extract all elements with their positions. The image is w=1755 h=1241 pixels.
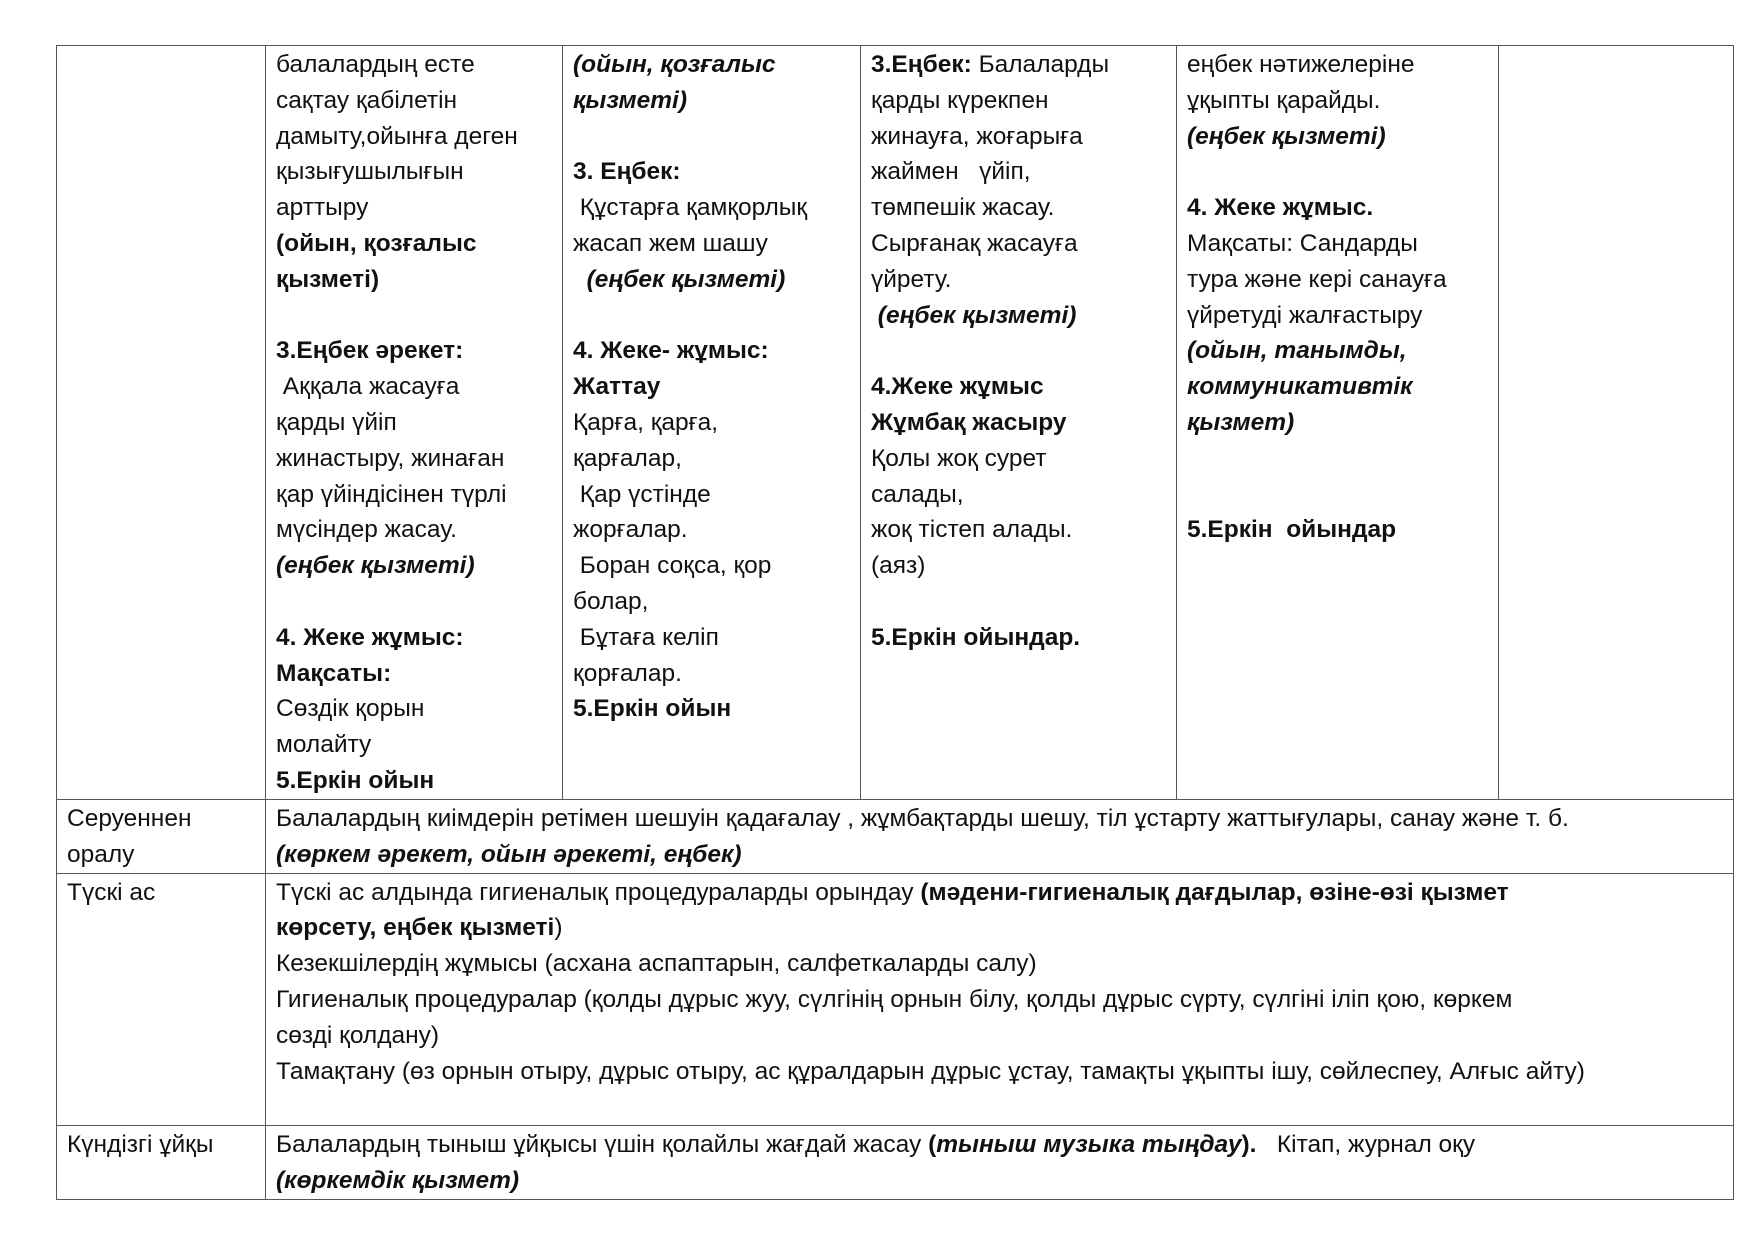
text-segment: жинастыру, жинаған xyxy=(276,444,505,472)
text-segment: сақтау қабілетін xyxy=(276,86,458,114)
text-line xyxy=(1187,119,1488,155)
text-segment: коммуникативтік xyxy=(1187,373,1413,401)
row-label-lunch xyxy=(57,873,266,1126)
text-segment: 3.Еңбек: xyxy=(871,51,979,78)
text-segment: (еңбек қызметі) xyxy=(573,265,786,293)
text-segment: жорғалар. xyxy=(573,516,688,544)
text-line xyxy=(276,982,1723,1018)
text-line xyxy=(871,83,1166,119)
text-segment: Кезекшілердің жұмысы (асхана аспаптарын, салфеткаларды салу) xyxy=(276,950,1037,978)
text-segment: Құстарға қамқорлық xyxy=(573,194,808,222)
row-label-line: Күндізгі ұйқы xyxy=(67,1131,214,1159)
text-line xyxy=(871,405,1166,441)
text-segment: ұқыпты қарайды. xyxy=(1187,86,1381,114)
blank-line xyxy=(276,584,552,620)
text-line xyxy=(871,154,1166,190)
text-segment: қызығушылығын xyxy=(276,158,464,186)
text-segment: болар, xyxy=(573,587,649,615)
text-segment: қорғалар. xyxy=(573,659,682,687)
blank-line xyxy=(1187,154,1488,190)
text-line xyxy=(573,405,850,441)
text-line xyxy=(573,190,850,226)
text-segment: қызметі) xyxy=(276,265,380,293)
text-line xyxy=(276,512,552,548)
text-line xyxy=(573,154,850,190)
text-segment: Мақсаты: xyxy=(276,659,392,687)
text-segment: (ойын, танымды, xyxy=(1187,337,1407,365)
text-line xyxy=(871,47,1166,83)
text-line xyxy=(276,727,552,763)
text-segment: (еңбек қызметі) xyxy=(871,301,1077,329)
text-segment: 3. Еңбек: xyxy=(573,158,681,186)
text-line xyxy=(871,620,1166,656)
blank-line xyxy=(871,333,1166,369)
text-segment: 4. Жеке- жұмыс: xyxy=(573,337,769,365)
text-line xyxy=(276,154,552,190)
text-segment: 5.Еркін ойын xyxy=(573,695,732,723)
text-line xyxy=(1187,262,1488,298)
text-line xyxy=(276,477,552,513)
text-segment: салады, xyxy=(871,480,964,508)
text-segment: үйрету. xyxy=(871,265,952,293)
text-segment: төмпешік жасау. xyxy=(871,194,1055,222)
text-segment: қарды үйіп xyxy=(276,408,397,436)
text-segment: 4. Жеке жұмыс. xyxy=(1187,194,1374,222)
text-line xyxy=(276,1163,1723,1199)
text-segment: Боран соқса, қор xyxy=(573,552,772,580)
text-line xyxy=(276,83,552,119)
text-segment: Балалардың тыныш ұйқысы үшін қолайлы жағдай жасау xyxy=(276,1131,929,1159)
text-segment: (көркемдік қызмет) xyxy=(276,1166,520,1194)
text-line xyxy=(276,119,552,155)
text-line xyxy=(573,47,850,83)
outdoor-activities-row xyxy=(57,46,1734,800)
text-line xyxy=(573,262,850,298)
text-segment: қар үйіндісінен түрлі xyxy=(276,480,507,508)
text-segment: үйретуді жалғастыру xyxy=(1187,301,1423,329)
text-segment: Қар үстінде xyxy=(573,480,711,508)
text-segment: Сөздік қорын xyxy=(276,695,425,723)
return-from-walk-content xyxy=(266,800,1734,874)
text-line xyxy=(276,910,1723,946)
text-line xyxy=(871,226,1166,262)
text-line xyxy=(276,1127,1723,1163)
text-segment: Кітап, журнал оқу xyxy=(1256,1131,1476,1159)
text-line xyxy=(1187,83,1488,119)
text-line xyxy=(276,656,552,692)
blank-line xyxy=(573,119,850,155)
text-line xyxy=(871,477,1166,513)
text-line xyxy=(573,620,850,656)
text-line xyxy=(871,548,1166,584)
text-line xyxy=(1187,47,1488,83)
text-line xyxy=(276,801,1723,837)
row-label-return-from-walk xyxy=(57,800,266,874)
text-line xyxy=(276,946,1723,982)
text-line xyxy=(573,441,850,477)
day-nap-row xyxy=(57,1126,1734,1200)
text-line xyxy=(871,369,1166,405)
text-line xyxy=(276,333,552,369)
activity-cell-day-2 xyxy=(563,46,861,800)
text-segment: (ойын, қозғалыс xyxy=(573,51,776,78)
text-segment: 5.Еркін ойын xyxy=(276,766,435,794)
text-line xyxy=(276,763,552,799)
text-line xyxy=(871,441,1166,477)
text-segment: Аққала жасауға xyxy=(276,373,460,401)
lunch-row xyxy=(57,873,1734,1126)
text-segment: қарғалар, xyxy=(573,444,682,472)
text-segment: жаймен үйіп, xyxy=(871,158,1031,186)
text-segment: молайту xyxy=(276,731,372,759)
daily-plan-table xyxy=(56,45,1734,1200)
text-segment: 5.Еркін ойындар xyxy=(1187,516,1397,544)
row-label-line: оралу xyxy=(67,840,135,868)
text-segment: (ойын, қозғалыс xyxy=(276,229,477,257)
text-segment: қызмет) xyxy=(1187,408,1295,436)
text-segment: Жұмбақ жасыру xyxy=(871,408,1067,436)
text-segment: 5.Еркін ойындар. xyxy=(871,623,1081,651)
text-segment: (мәдени-гигиеналық дағдылар, өзіне-өзі қызмет xyxy=(920,878,1509,906)
activity-cell-day-3 xyxy=(861,46,1177,800)
text-line xyxy=(276,1054,1723,1090)
text-line xyxy=(871,190,1166,226)
text-segment: (еңбек қызметі) xyxy=(276,552,475,580)
return-from-walk-row xyxy=(57,800,1734,874)
text-segment: Бұтаға келіп xyxy=(573,623,719,651)
text-line xyxy=(573,333,850,369)
text-line xyxy=(276,691,552,727)
blank-line xyxy=(871,584,1166,620)
text-line xyxy=(573,656,850,692)
text-segment: қызметі) xyxy=(573,86,688,114)
row-label-day-nap xyxy=(57,1126,266,1200)
text-line xyxy=(276,226,552,262)
text-segment: 4. Жеке жұмыс: xyxy=(276,623,464,651)
text-segment: (көркем әрекет, ойын әрекеті, еңбек) xyxy=(276,840,742,868)
text-segment: Мақсаты: Сандарды xyxy=(1187,229,1418,257)
row-label-line: Түскі ас xyxy=(67,878,156,906)
text-line xyxy=(573,691,850,727)
row-label-line: Серуеннен xyxy=(67,805,192,832)
text-segment: 4.Жеке жұмыс xyxy=(871,373,1044,401)
lunch-content xyxy=(266,873,1734,1126)
text-segment: арттыру xyxy=(276,194,369,222)
row-label-cell xyxy=(57,46,266,800)
text-line xyxy=(1187,190,1488,226)
text-segment: Балаларды xyxy=(978,51,1110,78)
text-line xyxy=(871,119,1166,155)
text-segment: Тамақтану (өз орнын отыру, дұрыс отыру, ас құралдарын дұрыс ұстау, тамақты ұқыпты ішу, сөйлеспеу, Алғыс айту) xyxy=(276,1057,1585,1085)
text-segment: Жаттау xyxy=(573,373,661,401)
text-segment: сөзді қолдану) xyxy=(276,1021,440,1049)
text-segment: 3.Еңбек әрекет: xyxy=(276,337,464,365)
text-line xyxy=(573,226,850,262)
text-line xyxy=(573,83,850,119)
text-line xyxy=(276,47,552,83)
text-line xyxy=(573,477,850,513)
text-line xyxy=(276,548,552,584)
text-line xyxy=(276,190,552,226)
text-line xyxy=(1187,298,1488,334)
text-segment: Қолы жоқ сурет xyxy=(871,444,1047,472)
text-segment: Балалардың киімдерін ретімен шешуін қадағалау , жұмбақтарды шешу, тіл ұстарту жаттығулары, санау және т. б. xyxy=(276,805,1569,832)
text-line xyxy=(276,620,552,656)
blank-line xyxy=(276,298,552,334)
text-segment: жоқ тістеп алады. xyxy=(871,516,1073,544)
text-line xyxy=(276,405,552,441)
blank-line xyxy=(1187,441,1488,477)
text-line xyxy=(1187,405,1488,441)
day-nap-content xyxy=(266,1126,1734,1200)
text-line xyxy=(276,837,1723,873)
text-line xyxy=(573,584,850,620)
blank-line xyxy=(1187,477,1488,513)
text-segment: жинауға, жоғарыға xyxy=(871,122,1083,150)
text-line xyxy=(573,512,850,548)
text-segment: ( xyxy=(928,1131,937,1159)
text-segment: Гигиеналық процедуралар (қолды дұрыс жуу, сүлгінің орнын білу, қолды дұрыс сүрту, сүлгіні іліп қою, көркем xyxy=(276,985,1513,1013)
text-segment: көрсету, еңбек қызметі xyxy=(276,914,555,942)
text-line xyxy=(871,262,1166,298)
text-line xyxy=(1187,512,1488,548)
text-line xyxy=(871,298,1166,334)
text-segment: (аяз) xyxy=(871,552,926,580)
text-segment: жасап жем шашу xyxy=(573,229,768,257)
text-segment: мүсіндер жасау. xyxy=(276,516,457,544)
activity-cell-day-1 xyxy=(266,46,563,800)
text-line xyxy=(276,1018,1723,1054)
text-line xyxy=(573,548,850,584)
text-line xyxy=(1187,226,1488,262)
text-segment: тыныш музыка тыңдау xyxy=(936,1131,1242,1159)
text-segment: балалардың есте xyxy=(276,51,475,78)
text-line xyxy=(276,369,552,405)
text-segment: еңбек нәтижелеріне xyxy=(1187,51,1415,78)
text-segment: тура және кері санауға xyxy=(1187,265,1447,293)
text-line xyxy=(1187,369,1488,405)
text-segment: ) xyxy=(554,914,563,942)
text-segment: ). xyxy=(1241,1131,1257,1159)
text-segment: (еңбек қызметі) xyxy=(1187,122,1386,150)
text-segment: қарды күрекпен xyxy=(871,86,1049,114)
text-line xyxy=(276,875,1723,911)
text-line xyxy=(276,262,552,298)
text-segment: Сырғанақ жасауға xyxy=(871,229,1078,257)
text-line xyxy=(1187,333,1488,369)
text-line xyxy=(276,441,552,477)
activity-cell-day-5 xyxy=(1499,46,1734,800)
text-line xyxy=(871,512,1166,548)
text-line xyxy=(573,369,850,405)
activity-cell-day-4 xyxy=(1177,46,1499,800)
text-segment: Түскі ас алдында гигиеналық процедураларды орындау xyxy=(276,878,921,906)
text-segment: Қарға, қарға, xyxy=(573,408,719,436)
text-line xyxy=(276,1089,1723,1125)
text-segment: дамыту,ойынға деген xyxy=(276,122,518,150)
blank-line xyxy=(573,298,850,334)
